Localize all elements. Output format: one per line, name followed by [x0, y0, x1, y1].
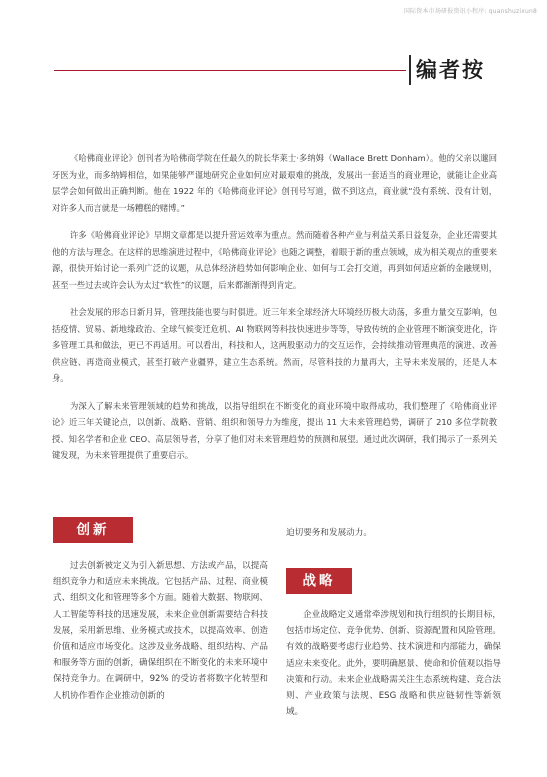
intro-paragraph: 《哈佛商业评论》创刊者为哈佛商学院在任最久的院长华莱士·多纳姆（Wallace Brett Donham）。他的父亲以邋回牙医为业，而多纳姆相信，如果能够严谨地研究企业如何应对最艰难的挑战，发展出一套适当的商业理论，就能让企业高层学会如何做出正确判断。他在 1922 年的《哈佛商业评论》创刊号写道，做不到这点，商业就“没有系统、没有计划，对许多人而言就是一场糟糕的赌博。”: [52, 153, 497, 213]
intro-paragraph: 社会发展的形态日新月异，管理技能也要与时俱进。近三年来全球经济大环境经历极大动荡，多重力量交互影响，包括疫情、贸易、新地缘政治、全球气候变迁危机、AI 物联网等科技快速进步等等，导致传统的企业管理不断演变进化，许多管理工具和做法，更已不再适用。可以看出，科技和人，这两股驱动力的交互运作，会持续推动管理典范的演进、改善供应链、再造商业模式，甚至打破产业疆界，建立生态系统。然而，尽管科技的力量再大，主导未来发展的，还是人本身。: [52, 307, 497, 383]
innovation-column: [53, 558, 268, 704]
section-heading-innovation: 创新: [53, 517, 133, 543]
title-rule: [54, 70, 406, 71]
watermark: 国际资本市场研报资讯小程序: quanshuzixun8: [403, 8, 537, 15]
strategy-column: [286, 607, 501, 720]
intro-paragraph: 许多《哈佛商业评论》早期文章都是以提升营运效率为重点。然而随着各种产业与利益关系日益复杂，企业还需要其他的方法与理念。在这样的思维演进过程中，《哈佛商业评论》也随之调整，着眼于新的重点领域，成为相关观点的重要来源，很快开始讨论一系列广泛的议题，从总体经济趋势如何影响企业、如何与工会打交道，再到如何适应新的金融规则，甚至一些过去或许会认为太过“软性”的议题，后来都渐渐得到肯定。: [52, 230, 497, 290]
intro-section: [52, 150, 497, 475]
section-heading-strategy: 战略: [286, 568, 352, 594]
strategy-body: 企业战略定义通常牵涉规划和执行组织的长期目标，包括市场定位、竞争优势、创新、资源配置和风险管理。有效的战略要考虑行业趋势、技术演进和内部能力，确保适应未来变化。此外，要明确愿景、使命和价值观以指导决策和行动。未来企业战略需关注生态系统构建、竞合法则、产业政策与法规、ESG 战略和供应链韧性等新领域。: [286, 610, 501, 718]
intro-paragraph: 为深入了解未来管理领域的趋势和挑战，以指导组织在不断变化的商业环境中取得成功，我们整理了《哈佛商业评论》近三年关键论点，以创新、战略、营销、组织和领导力为维度，提出 11 大未来管理趋势，调研了 210 多位学院教授、知名学者和企业 CEO、高层领导者，分享了他们对未来管理趋势的预测和展望。通过此次调研，我们揭示了一系列关键发现，为未来管理提供了重要启示。: [52, 400, 497, 460]
innovation-continuation: [286, 525, 501, 541]
innovation-continuation-text: 迫切要务和发展动力。: [286, 528, 372, 538]
page-title: 编者按: [416, 58, 485, 82]
title-bar: [409, 55, 411, 85]
innovation-body: 过去创新被定义为引入新思想、方法或产品，以提高组织竞争力和适应未来挑战。它包括产品、过程、商业模式、组织文化和管理等多个方面。随着大数据、物联网、人工智能等科技的迅速发展，未来企业创新需要结合科技发展，采用新思维、业务模式或技术，以提高效率、创造价值和适应市场变化。这涉及业务战略、组织结构、产品和服务等方面的创新，确保组织在不断变化的未来环境中保持竞争力。在调研中，92% 的受访者将数字化转型和人机协作看作企业推动创新的: [53, 561, 268, 701]
